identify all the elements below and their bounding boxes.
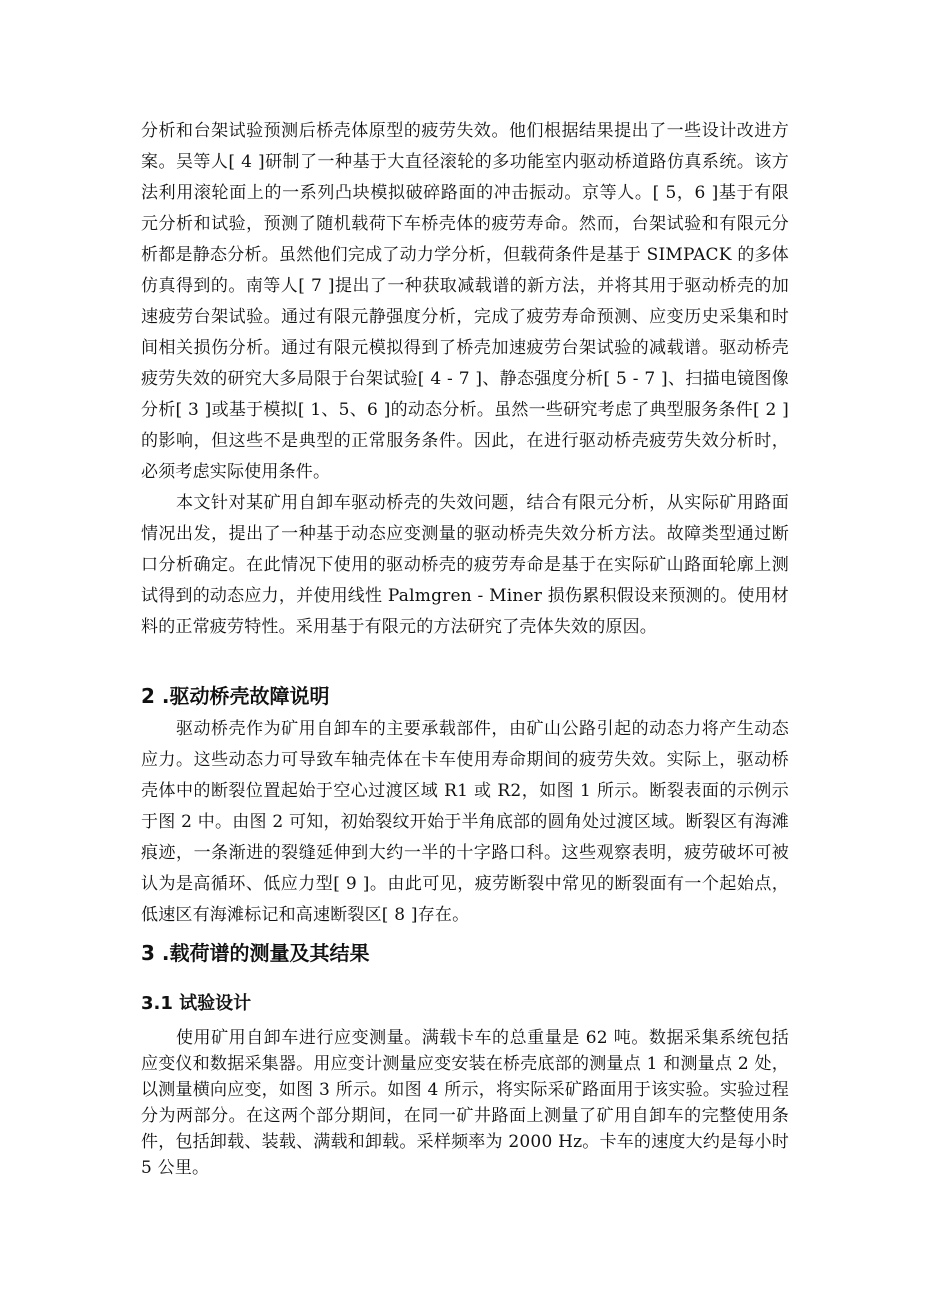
paragraph-section-3-1: 使用矿用自卸车进行应变测量。满载卡车的总重量是 62 吨。数据采集系统包括应变仪和数据采集器。用应变计测量应变安装在桥壳底部的测量点 1 和测量点 2 处，以测量横向应变，如图 3 所示。如图 4 所示，将实际采矿路面用于该实验。实验过程分为两部分。在这两个部分期间，在同一矿井路面上测量了矿用自卸车的完整使用条件，包括卸载、装载、满载和卸载。采样频率为 2000 Hz。卡车的速度大约是每小时 5 公里。 <box>141 1028 789 1178</box>
document-body <box>141 116 789 1181</box>
section-3-1-body <box>141 1025 789 1181</box>
paragraph-intro-2: 本文针对某矿用自卸车驱动桥壳的失效问题，结合有限元分析，从实际矿用路面情况出发，提出了一种基于动态应变测量的驱动桥壳失效分析方法。故障类型通过断口分析确定。在此情况下使用的驱动桥壳的疲劳寿命是基于在实际矿山路面轮廓上测试得到的动态应力，并使用线性 Palmgren - Miner 损伤累积假设来预测的。使用材料的正常疲劳特性。采用基于有限元的方法研究了壳体失效的原因。 <box>141 493 789 637</box>
paragraph-intro-1: 分析和台架试验预测后桥壳体原型的疲劳失效。他们根据结果提出了一些设计改进方案。吴等人[ 4 ]研制了一种基于大直径滚轮的多功能室内驱动桥道路仿真系统。该方法利用滚轮面上的一系列凸块模拟破碎路面的冲击振动。京等人。[ 5，6 ]基于有限元分析和试验，预测了随机载荷下车桥壳体的疲劳寿命。然而，台架试验和有限元分析都是静态分析。虽然他们完成了动力学分析，但载荷条件是基于 SIMPACK 的多体仿真得到的。南等人[ 7 ]提出了一种获取减载谱的新方法，并将其用于驱动桥壳的加速疲劳台架试验。通过有限元静强度分析，完成了疲劳寿命预测、应变历史采集和时间相关损伤分析。通过有限元模拟得到了桥壳加速疲劳台架试验的减载谱。驱动桥壳疲劳失效的研究大多局限于台架试验[ 4 - 7 ]、静态强度分析[ 5 - 7 ]、扫描电镜图像分析[ 3 ]或基于模拟[ 1、5、6 ]的动态分析。虽然一些研究考虑了典型服务条件[ 2 ]的影响，但这些不是典型的正常服务条件。因此，在进行驱动桥壳疲劳失效分析时，必须考虑实际使用条件。 <box>141 121 789 482</box>
intro-section <box>141 116 789 678</box>
section-2-heading: 2 .驱动桥壳故障说明 <box>141 684 330 708</box>
section-3-heading: 3 .载荷谱的测量及其结果 <box>141 941 370 965</box>
section-2-body <box>141 714 789 931</box>
paragraph-section-2: 驱动桥壳作为矿用自卸车的主要承载部件，由矿山公路引起的动态力将产生动态应力。这些动态力可导致车轴壳体在卡车使用寿命期间的疲劳失效。实际上，驱动桥壳体中的断裂位置起始于空心过渡区域 R1 或 R2，如图 1 所示。断裂表面的示例示于图 2 中。由图 2 可知，初始裂纹开始于半角底部的圆角处过渡区域。断裂区有海滩痕迹，一条渐进的裂缝延伸到大约一半的十字路口科。这些观察表明，疲劳破坏可被认为是高循环、低应力型[ 9 ]。由此可见，疲劳断裂中常见的断裂面有一个起始点，低速区有海滩标记和高速断裂区[ 8 ]存在。 <box>141 719 789 925</box>
section-3-1-heading: 3.1 试验设计 <box>141 993 252 1014</box>
